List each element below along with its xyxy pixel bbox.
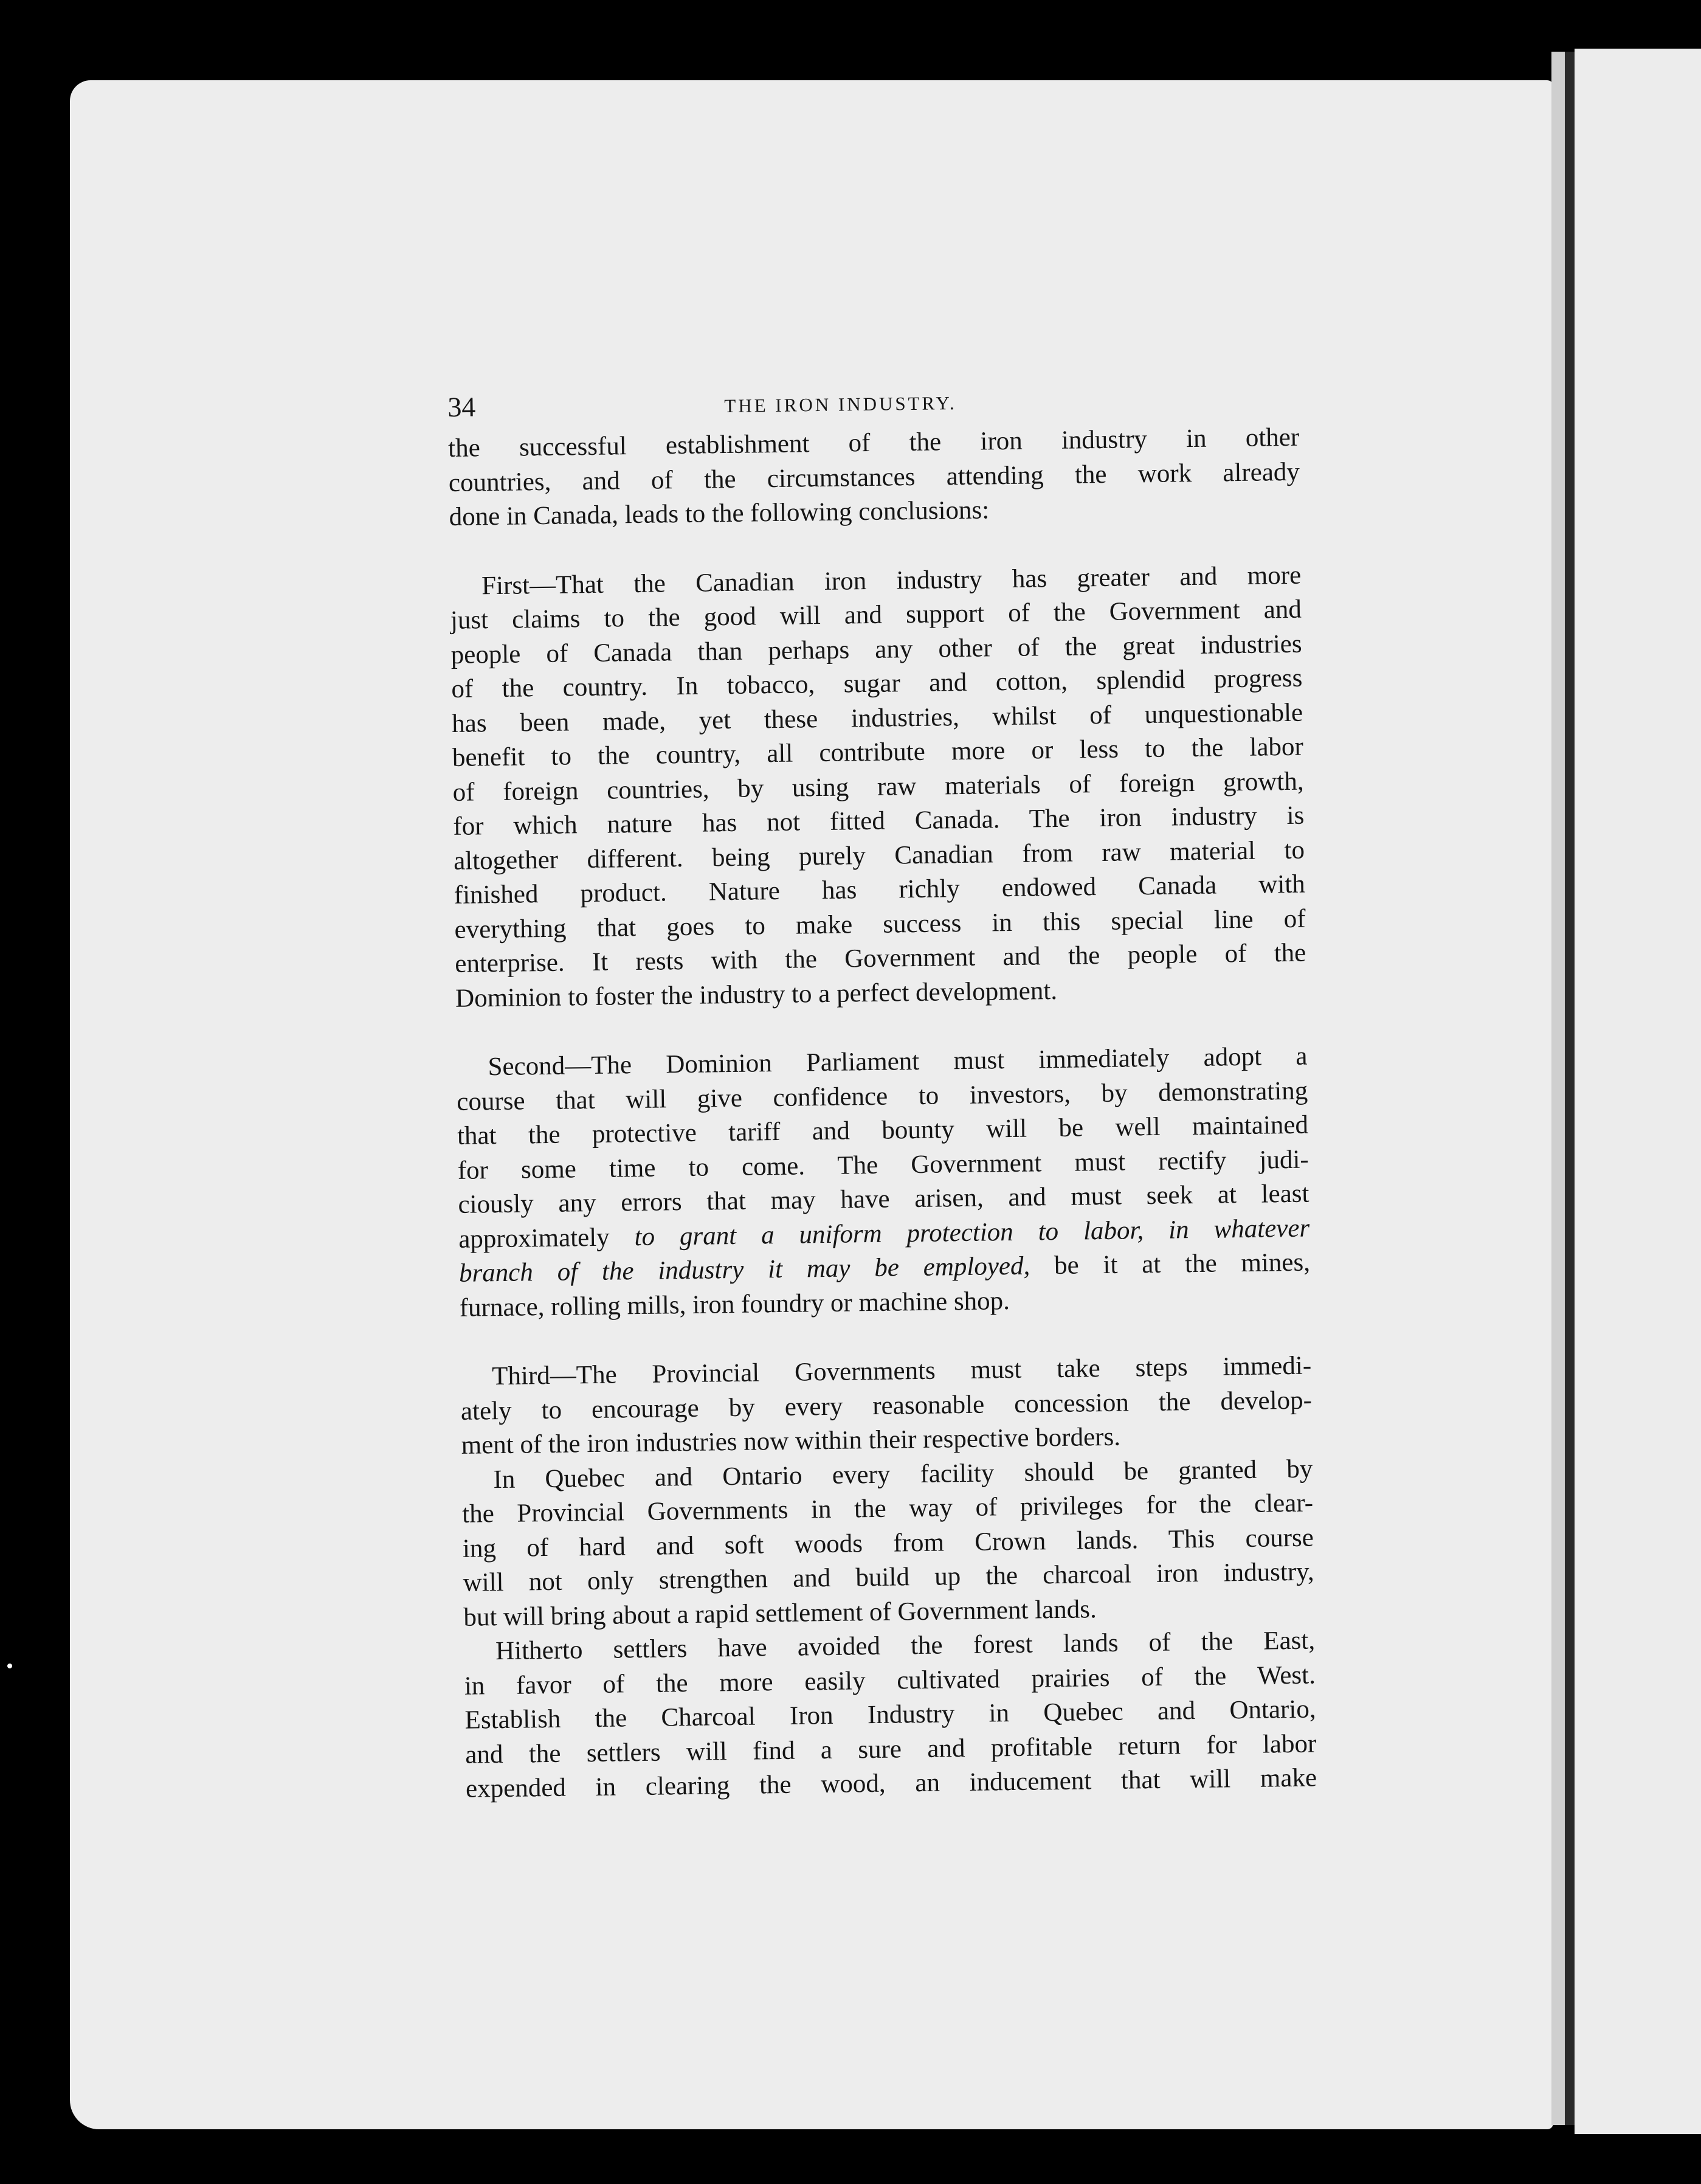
italic-text-run: to grant a uniform protection to labor, in whatever: [634, 1214, 1310, 1251]
text-line: enterprise. It rests with the Government and the people of the: [455, 938, 1306, 978]
text-line: everything that goes to make success in this special line of: [454, 904, 1306, 944]
text-line: countries, and of the circumstances attending the work already: [448, 457, 1300, 497]
running-head: THE IRON INDUSTRY.: [724, 392, 957, 417]
text-line: furnace, rolling mills, iron foundry or machine shop.: [459, 1286, 1010, 1322]
text-line: done in Canada, leads to the following conclusions:: [449, 496, 990, 531]
text-line: has been made, yet these industries, whilst of unquestionable: [451, 698, 1303, 738]
text-line: Dominion to foster the industry to a perfect development.: [455, 976, 1058, 1013]
text-run: be it at the mines,: [1029, 1248, 1311, 1280]
text-line: Establish the Charcoal Iron Industry in Quebec and Ontario,: [464, 1695, 1316, 1735]
text-line: First—That the Canadian iron industry has greater and more: [481, 561, 1302, 600]
text-line: ment of the iron industries now within their respective borders.: [461, 1422, 1121, 1460]
text-line: Second—The Dominion Parliament must immediately adopt a: [488, 1042, 1308, 1082]
text-line: the Provincial Governments in the way of privileges for the clear-: [461, 1488, 1314, 1529]
italic-text-run: branch of the industry it may be employed,: [458, 1251, 1030, 1288]
text-line: the successful establishment of the iron industry in other: [447, 423, 1300, 463]
facing-page-edge: [1575, 49, 1701, 2134]
text-line: of the country. In tobacco, sugar and cotton, splendid progress: [451, 663, 1303, 703]
text-line: In Quebec and Ontario every facility should be granted by: [493, 1454, 1313, 1494]
text-line: just claims to the good will and support of the Government and: [450, 595, 1302, 635]
text-line: for some time to come. The Government must rectify judi-: [457, 1145, 1309, 1185]
text-line: finished product. Nature has richly endowed Canada with: [454, 869, 1306, 910]
text-line: will not only strengthen and build up the charcoal iron industry,: [463, 1557, 1314, 1597]
text-line: ing of hard and soft woods from Crown lands. This course: [462, 1523, 1314, 1563]
scan-speck: [7, 1664, 12, 1668]
paragraph-second: [456, 1040, 1311, 1325]
gutter-shadow: [1565, 52, 1575, 2125]
paragraph-intro: [448, 421, 1300, 535]
text-line: Hitherto settlers have avoided the forest lands of the East,: [495, 1626, 1316, 1666]
text-line: that the protective tariff and bounty will be well maintained: [457, 1110, 1309, 1150]
text-line: Third—The Provincial Governments must take steps immedi-: [491, 1351, 1312, 1391]
text-line: benefit to the country, all contribute more or less to the labor: [452, 732, 1304, 772]
text-line: for which nature has not fitted Canada. The iron industry is: [453, 801, 1305, 841]
text-line: ately to encourage by every reasonable concession the develop-: [460, 1386, 1313, 1426]
paragraph-quebec-ontario: [461, 1452, 1315, 1635]
text-line: course that will give confidence to investors, by demonstrating: [457, 1076, 1308, 1116]
paragraph-first: [450, 558, 1306, 1016]
page-number: 34: [447, 391, 476, 423]
page-text: [447, 379, 1317, 1807]
paragraph-third: [460, 1349, 1313, 1463]
text-line: of foreign countries, by using raw materials of foreign growth,: [452, 767, 1304, 807]
text-line: expended in clearing the wood, an inducement that will make: [465, 1763, 1317, 1803]
text-line: ciously any errors that may have arisen, and must seek at least: [458, 1179, 1309, 1219]
text-line: altogether different. being purely Canadian from raw material to: [453, 835, 1305, 876]
text-line: but will bring about a rapid settlement of Government lands.: [463, 1594, 1097, 1632]
text-line: people of Canada than perhaps any other of the great industries: [450, 629, 1302, 669]
paragraph-hitherto: [464, 1623, 1317, 1806]
text-line: in favor of the more easily cultivated prairies of the West.: [464, 1660, 1316, 1701]
text-line: and the settlers will find a sure and profitable return for labor: [465, 1729, 1317, 1769]
text-run: approximately: [458, 1222, 635, 1254]
